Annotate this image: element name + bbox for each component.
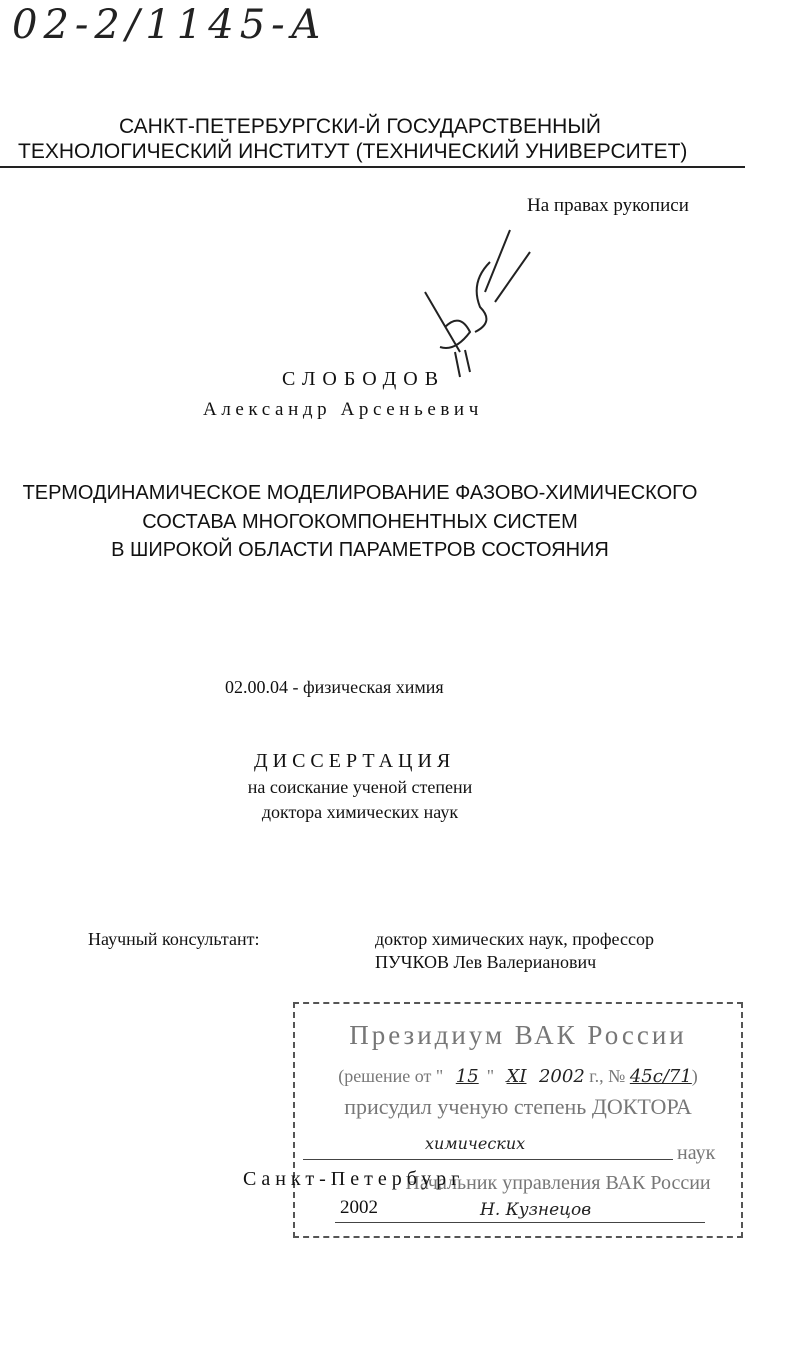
institution-line-2: ТЕХНОЛОГИЧЕСКИЙ ИНСТИТУТ (ТЕХНИЧЕСКИЙ УНИВЕРСИТЕТ)	[18, 140, 688, 163]
stamp-number-prefix: г., №	[589, 1066, 626, 1086]
stamp-decision: (решение от " 15 " XI 2002 г., № 45с/71)	[338, 1066, 698, 1087]
stamp-year: 2002	[538, 1066, 585, 1087]
signature-mark	[415, 222, 535, 382]
header-divider	[0, 166, 745, 168]
title-line-2: СОСТАВА МНОГОКОМПОНЕНТНЫХ СИСТЕМ	[142, 511, 578, 533]
stamp-title: Президиум ВАК России	[349, 1020, 687, 1050]
stamp-day: 15	[455, 1066, 479, 1087]
stamp-signature-line	[335, 1222, 705, 1223]
city: Санкт-Петербург	[243, 1168, 465, 1190]
stamp-sciences: наук	[677, 1142, 716, 1164]
stamp-awarded: присудил ученую степень ДОКТОРА	[344, 1094, 692, 1119]
work-type-line-2: доктора химических наук	[261, 802, 459, 822]
archive-number-handwritten: 02-2/1145-А	[12, 2, 327, 48]
consultant-name: ПУЧКОВ Лев Валерианович	[375, 952, 597, 972]
consultant-degree: доктор химических наук, профессор	[375, 929, 654, 949]
stamp-signature: Н. Кузнецов	[480, 1200, 592, 1220]
stamp-field-line	[303, 1159, 673, 1160]
stamp-field: химических	[425, 1134, 526, 1153]
work-type-label: ДИССЕРТАЦИЯ	[254, 750, 456, 772]
institution-line-1: САНКТ-ПЕТЕРБУРГСКИ-Й ГОСУДАРСТВЕННЫЙ	[118, 115, 602, 138]
manuscript-note: На правах рукописи	[527, 195, 689, 216]
author-name: Александр Арсеньевич	[203, 399, 483, 420]
consultant-label: Научный консультант:	[88, 929, 260, 949]
stamp-month: XI	[506, 1066, 527, 1087]
author-surname: СЛОБОДОВ	[282, 368, 446, 390]
title-line-3: В ШИРОКОЙ ОБЛАСТИ ПАРАМЕТРОВ СОСТОЯНИЯ	[111, 539, 609, 561]
specialty: 02.00.04 - физическая химия	[225, 677, 444, 697]
stamp-number: 45с/71	[629, 1066, 692, 1087]
stamp-head: Начальник управления ВАК России	[405, 1172, 711, 1194]
title-line-1: ТЕРМОДИНАМИЧЕСКОЕ МОДЕЛИРОВАНИЕ ФАЗОВО-ХИМИЧЕСКОГО	[22, 482, 698, 504]
stamp-decision-prefix: (решение от "	[338, 1066, 444, 1086]
work-type-line-1: на соискание ученой степени	[247, 777, 473, 797]
year: 2002	[340, 1197, 378, 1218]
